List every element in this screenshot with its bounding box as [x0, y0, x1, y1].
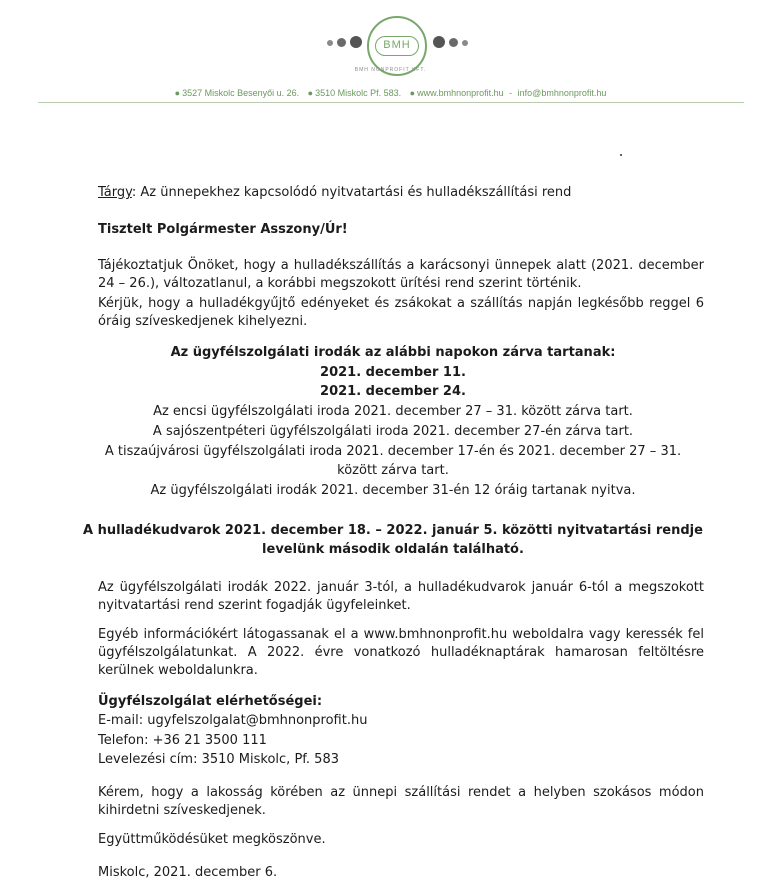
logo-dot-icon [350, 36, 362, 48]
office-encs: Az encsi ügyfélszolgálati iroda 2021. december 27 – 31. között zárva tart. [153, 404, 633, 419]
closed-date-2: 2021. december 24. [320, 384, 466, 399]
closed-date-1: 2021. december 11. [320, 365, 466, 380]
scan-speck [620, 154, 622, 156]
logo-dot-icon [449, 38, 458, 47]
subject-text: : Az ünnepekhez kapcsolódó nyitvatartási és hulladékszállítási rend [131, 185, 572, 200]
thanks-line: Együttműködésüket megköszönve. [98, 832, 326, 847]
logo-dot-icon [433, 36, 445, 48]
logo-text: BMH [375, 36, 419, 56]
place-date: Miskolc, 2021. december 6. [98, 865, 278, 880]
yards-line-2: levelünk második oldalán található. [262, 542, 524, 557]
bullet-dot-icon: ● [409, 88, 416, 98]
contact-postal: Levelezési cím: 3510 Miskolc, Pf. 583 [98, 752, 339, 767]
website-link[interactable]: www.bmhnonprofit.hu [417, 88, 504, 98]
logo-area [0, 10, 781, 66]
contacts-heading: Ügyfélszolgálat elérhetőségei: [98, 694, 323, 709]
subject-line [98, 184, 704, 202]
logo-subtitle: BMH NONPROFIT KFT. [354, 67, 427, 73]
bullet-dot-icon: ● [307, 88, 314, 98]
address-1: 3527 Miskolc Besenyői u. 26. [182, 88, 300, 98]
logo-dot-icon [327, 40, 333, 46]
office-hours-dec31: Az ügyfélszolgálati irodák 2021. december 31-én 12 óráig tartanak nyitva. [150, 483, 636, 498]
office-tiszaujvaros: A tiszaújvárosi ügyfélszolgálati iroda 2021. december 17-én és 2021. december 27 – 31. [104, 444, 682, 459]
paragraph-2: Kérjük, hogy a hulladékgyűjtő edényeket és zsákokat a szállítás napján legkésőbb reggel 6 óráig szíveskedjenek kihelyezni. [98, 296, 704, 329]
contact-email: E-mail: ugyfelszolgalat@bmhnonprofit.hu [98, 713, 368, 728]
office-sajoszentpeter: A sajószentpéteri ügyfélszolgálati iroda 2021. december 27-én zárva tart. [152, 424, 634, 439]
contact-bar [0, 88, 781, 98]
email-link[interactable]: info@bmhnonprofit.hu [517, 88, 607, 98]
office-tiszaujvaros-cont: között zárva tart. [337, 463, 449, 478]
closed-heading: Az ügyfélszolgálati irodák az alábbi napokon zárva tartanak: [170, 345, 616, 360]
subject-label: Tárgy [98, 185, 132, 200]
address-2: 3510 Miskolc Pf. 583. [315, 88, 402, 98]
bullet-dot-icon: ● [174, 88, 181, 98]
yards-line-1: A hulladékudvarok 2021. december 18. – 2022. január 5. közötti nyitvatartási rendje [83, 523, 703, 538]
salutation: Tisztelt Polgármester Asszony/Úr! [98, 222, 348, 237]
header-divider [38, 102, 744, 103]
contact-phone: Telefon: +36 21 3500 111 [98, 733, 267, 748]
paragraph-3: Az ügyfélszolgálati irodák 2022. január 3-tól, a hulladékudvarok január 6-tól a megszokott nyitvatartási rend szerint fogadják ügyfeleinket. [98, 580, 704, 613]
paragraph-1: Tájékoztatjuk Önöket, hogy a hulladékszállítás a karácsonyi ünnepek alatt (2021. december 24 – 26.), változatlanul, a korábbi megszokott ürítési rend szerint történik. [98, 258, 704, 291]
logo-dot-icon [337, 38, 346, 47]
separator-dash: - [509, 88, 513, 98]
logo-dot-icon [462, 40, 468, 46]
paragraph-5: Kérem, hogy a lakosság körében az ünnepi szállítási rendet a helyben szokásos módon kihirdetni szíveskedjenek. [98, 785, 704, 818]
paragraph-4: Egyéb információkért látogassanak el a www.bmhnonprofit.hu weboldalra vagy keressék fel ügyfélszolgálatunkat. A 2022. évre vonatkozó hulladéknaptárak hamarosan feltöltésre kerülnek weboldalunkra. [98, 627, 704, 678]
